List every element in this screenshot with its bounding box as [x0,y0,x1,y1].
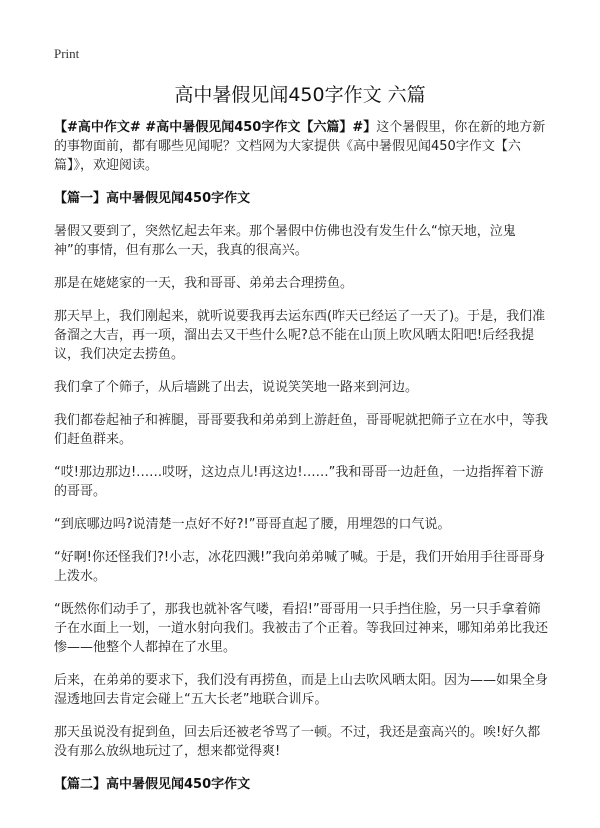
paragraph: 我们都卷起袖子和裤腿，哥哥要我和弟弟到上游赶鱼，哥哥呢就把筛子立在水中，等我们赶鱼群来。 [54,413,549,447]
paragraph: 那是在姥姥家的一天，我和哥哥、弟弟去合理捞鱼。 [54,276,354,291]
article-body [54,118,548,808]
section-heading-2: 【篇二】高中暑假见闻450字作文 [54,777,251,792]
paragraph: “既然你们动手了，那我也就补客气喽，看招!”哥哥用一只手挡住脸，另一只手拿着筛子在水面上一划，一道水射向我们。我被击了个正着。等我回过神来，哪知弟弟比我还惨——他整个人都掉在了水里。 [54,602,549,655]
paragraph: “到底哪边吗?说清楚一点好不好?!”哥哥直起了腰，用埋怨的口气说。 [54,517,451,532]
paragraph: 暑假又要到了，突然忆起去年来。那个暑假中仿佛也没有发生什么“惊天地，泣鬼神”的事情，但有那么一天，我真的很高兴。 [54,224,516,258]
intro-paragraph [54,118,548,175]
intro-text: 这个暑假里，你在新的地方新的事物面前，都有哪些见闻呢？文档网为大家提供《高中暑假见闻450字作文【六篇】》，欢迎阅读。 [54,120,546,173]
page-title: 高中暑假见闻450字作文 六篇 [174,84,426,106]
paragraph: 那天早上，我们刚起来，就听说要我再去运东西(昨天已经运了一天了)。于是，我们准备溜之大吉，再一项，溜出去又干些什么呢?总不能在山顶上吹风晒太阳吧!后经我提议，我们决定去捞鱼。 [54,309,546,362]
paragraph: 后来，在弟弟的要求下，我们没有再捞鱼，而是上山去吹风晒太阳。因为——如果全身湿透地回去肯定会碰上“五大长老”地联合训斥。 [54,673,549,707]
paragraph: 那天虽说没有捉到鱼，回去后还被老爷骂了一顿。不过，我还是蛮高兴的。唉!好久都没有那么放纵地玩过了，想来都觉得爽! [54,725,541,759]
print-label[interactable]: Print [54,46,80,61]
paragraph: “好啊!你还怪我们?!小志，冰花四溅!”我向弟弟喊了喊。于是，我们开始用手往哥哥身上泼水。 [54,550,546,584]
section-heading-1: 【篇一】高中暑假见闻450字作文 [54,191,251,206]
paragraph: “哎!那边那边!……哎呀，这边点儿!再这边!……”我和哥哥一边赶鱼，一边指挥着下游的哥哥。 [54,465,544,499]
paragraph: 我们拿了个筛子，从后墙跳了出去，说说笑笑地一路来到河边。 [54,380,419,395]
intro-tag: 【#高中作文# #高中暑假见闻450字作文【六篇】#】 [54,120,377,135]
